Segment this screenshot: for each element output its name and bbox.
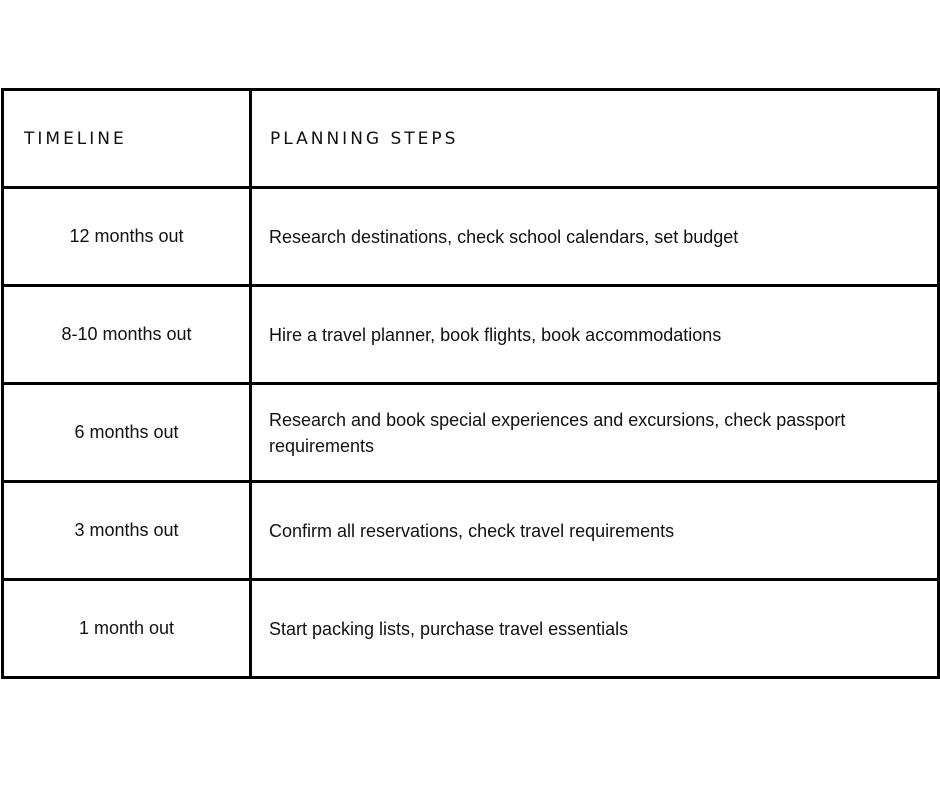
table-row (3, 188, 939, 286)
planning-steps-cell: Confirm all reservations, check travel requirements (251, 482, 939, 580)
table-row (3, 580, 939, 678)
timeline-cell: 6 months out (3, 384, 251, 482)
table-row (3, 384, 939, 482)
table-row (3, 286, 939, 384)
planning-steps-cell: Research destinations, check school calendars, set budget (251, 188, 939, 286)
table-row (3, 482, 939, 580)
planning-timeline-table-container (1, 88, 937, 679)
planning-steps-column-header: PLANNING STEPS (251, 90, 939, 188)
planning-steps-cell: Start packing lists, purchase travel essentials (251, 580, 939, 678)
timeline-column-header: TIMELINE (3, 90, 251, 188)
timeline-cell: 8-10 months out (3, 286, 251, 384)
timeline-cell: 3 months out (3, 482, 251, 580)
planning-steps-cell: Research and book special experiences and excursions, check passport requirements (251, 384, 939, 482)
planning-steps-cell: Hire a travel planner, book flights, book accommodations (251, 286, 939, 384)
timeline-cell: 1 month out (3, 580, 251, 678)
table-header-row (3, 90, 939, 188)
timeline-cell: 12 months out (3, 188, 251, 286)
planning-timeline-table (1, 88, 940, 679)
